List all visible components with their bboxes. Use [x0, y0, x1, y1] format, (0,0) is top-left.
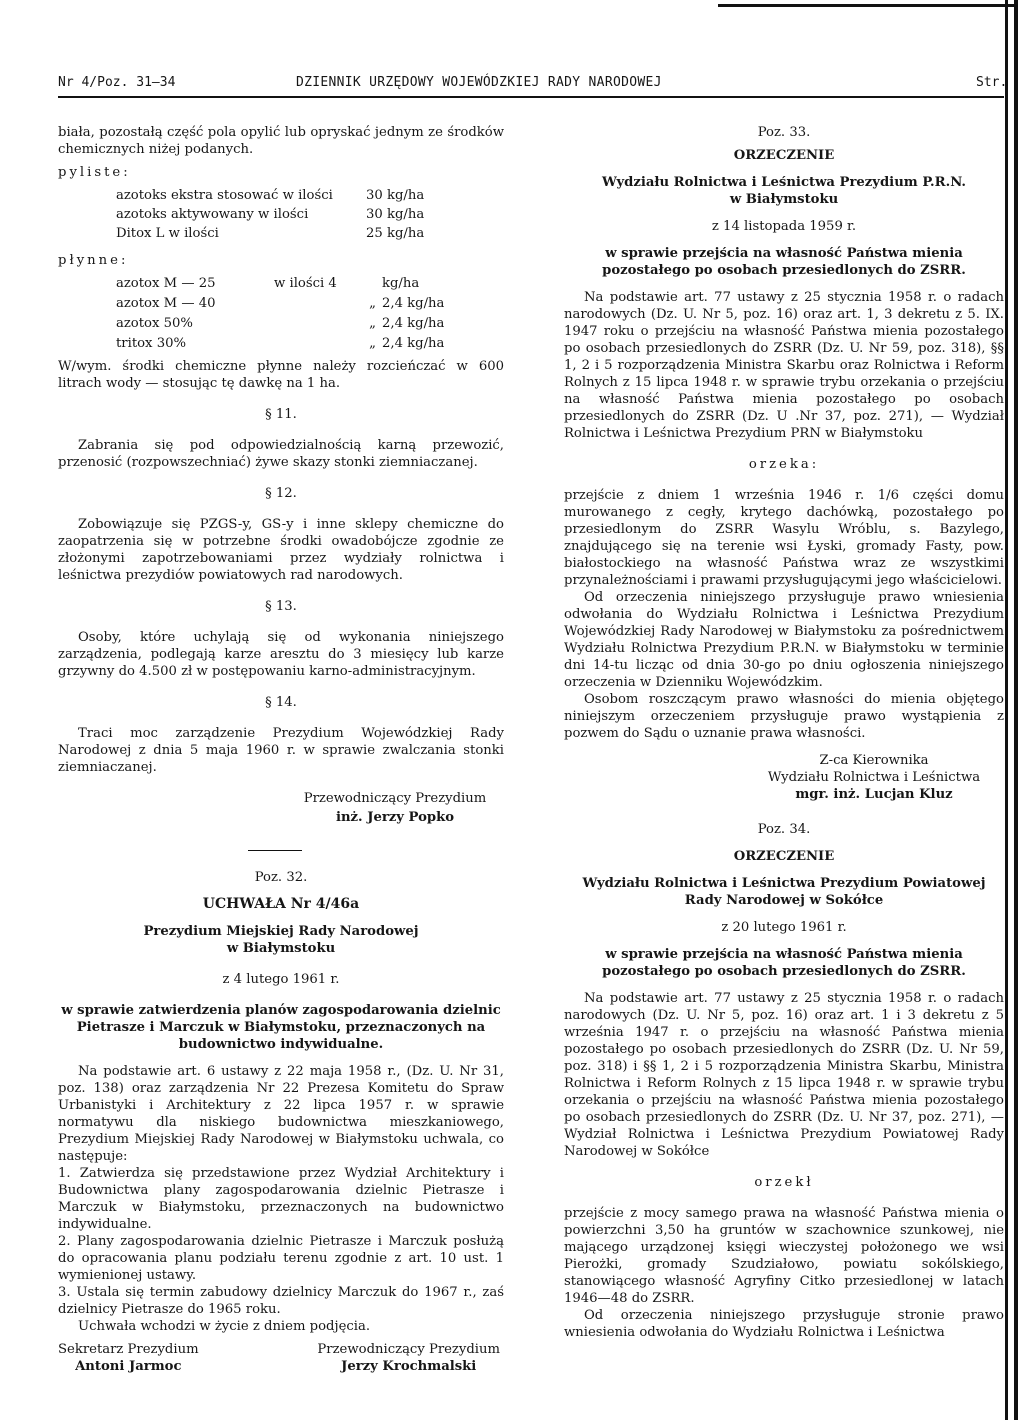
- list-item: azotox 50% „ 2,4 kg/ha: [116, 316, 445, 331]
- signature-33-name: mgr. inż. Lucjan Kluz: [795, 787, 953, 802]
- wwym-paragraph: W/wym. środki chemiczne płynne należy rozcieńczać w 600 litrach wody — stosując tę dawkę na 1 ha.: [58, 359, 504, 391]
- top-edge-rule: [718, 4, 1018, 7]
- section-11-heading: § 11.: [265, 407, 297, 422]
- basis-33: Na podstawie art. 77 ustawy z 25 stycznia 1958 r. o radach narodowych (Dz. U. Nr 5, poz. 16) oraz art. 1, 3 dekretu z 5. IX. 1947 roku o przejściu na własność Państwa mienia pozostałego po osobach przesiedlonych do ZSRR (Dz. U. Nr 59, poz. 318), §§ 1, 2 i 5 rozporządzenia Ministra Skarbu oraz Rolnictwa i Reform Rolnych z 15 lipca 1948 r. w sprawie trybu orzekania o przejściu na własność Państwa mienia pozostałego po osobach przesiedlonych do ZSRR (Dz. U .Nr 37, poz. 271), — Wydział Rolnictwa i Leśnictwa Prezydium PRN w Białymstoku: [564, 290, 1004, 441]
- issue-number: Nr 4/Poz. 31—34: [58, 75, 176, 90]
- subject-33: w sprawie przejścia na własność Państwa mienia pozostałego po osobach przesiedlonych do ZSRR.: [602, 246, 966, 278]
- resolution-item-3: 3. Ustala się termin zabudowy dzielnicy Marczuk do 1967 r., zaś dzielnicy Pietrasze do 1965 roku.: [58, 1285, 504, 1317]
- section-14-text: Traci moc zarządzenie Prezydium Wojewódzkiej Rady Narodowej z dnia 5 maja 1960 r. w sprawie zwalczania stonki ziemniaczanej.: [58, 726, 504, 775]
- resolution-basis: Na podstawie art. 6 ustawy z 22 maja 1958 r., (Dz. U. Nr 31, poz. 138) oraz zarządzenia Nr 22 Prezesa Komitetu do Spraw Urbanistyki i Architektury z 22 lipca 1957 r. w sprawie normatywu dla niskiego budownictwa mieszkaniowego, Prezydium Miejskiej Rady Narodowej w Białymstoku uchwala, co następuje:: [58, 1064, 504, 1164]
- section-11-text: Zabrania się pod odpowiedzialnością karną przewozić, przenosić (rozpowszechniać) żywe skazy stonki ziemniaczanej.: [58, 438, 504, 470]
- body-34-b: Od orzeczenia niniejszego przysługuje stronie prawo wniesienia odwołania do Wydziału Rolnictwa i Leśnictwa: [564, 1308, 1004, 1340]
- signature-name: inż. Jerzy Popko: [335, 810, 455, 825]
- journal-title: DZIENNIK URZĘDOWY WOJEWÓDZKIEJ RADY NARODOWEJ: [296, 75, 662, 90]
- issuer-line-2: w Białymstoku: [226, 941, 336, 956]
- body-33-a: przejście z dniem 1 września 1946 r. 1/6 części domu murowanego z cegły, krytego dachówką, pozostałego po przesiedlonym do ZSRR Wasylu Wróblu, s. Bazylego, znajdującego się na terenie wsi Łyski, gromady Fasty, pow. białostockiego na własność Państwa wraz ze wszystkimi przynależnościami i prawami przysługującymi jego właścicielowi.: [564, 488, 1004, 588]
- section-14-heading: § 14.: [265, 695, 297, 710]
- signature-block-32: [58, 1341, 504, 1375]
- resolution-subject: w sprawie zatwierdzenia planów zagospodarowania dzielnic Pietrasze i Marczuk w Białymstoku, przeznaczonych na budownictwo indywidualne.: [61, 1003, 501, 1052]
- right-edge-rule: [1005, 0, 1008, 1420]
- basis-34: Na podstawie art. 77 ustawy z 25 stycznia 1958 r. o radach narodowych (Dz. U. Nr 5, poz. 16) oraz art. 1 i 3 dekretu z 5 września 1947 r. o przejściu na własność Państwa mienia pozostałego po osobach przesiedlonych do ZSRR (Dz. U. Nr 59, poz. 318) i §§ 1, 2 i 5 rozporządzenia Ministra Skarbu, Ministra Rolnictwa i Reform Rolnych z 15 lipca 1948 r. w sprawie trybu orzekania o przejściu na własność Państwa mienia pozostałego po osobach przesiedlonych do ZSRR (Dz. U. Nr 37, poz. 271), — Wydział Rolnictwa i Leśnictwa Prezydium Powiatowej Rady Narodowej w Sokółce: [564, 991, 1004, 1159]
- plynne-list: [58, 275, 504, 352]
- poz-34-heading: Poz. 34.: [757, 822, 811, 837]
- poz-33-heading: Poz. 33.: [757, 125, 811, 140]
- orzeczenie-33-title: ORZECZENIE: [733, 148, 835, 163]
- issuer-34-line-1: Wydziału Rolnictwa i Leśnictwa Prezydium Powiatowej: [582, 876, 986, 891]
- page-label: Str.: [976, 75, 1008, 90]
- list-item: azotox M — 40 „ 2,4 kg/ha: [116, 296, 445, 311]
- list-item: Ditox L w ilości 25 kg/ha: [116, 226, 425, 241]
- list-item: azotoks aktywowany w ilości 30 kg/ha: [116, 207, 425, 222]
- header-rule: [58, 96, 1004, 98]
- section-13-text: Osoby, które uchylają się od wykonania niniejszego zarządzenia, podlegają karze aresztu do 3 miesięcy lub karze grzywny do 4.500 zł w postępowaniu karno-administracyjnym.: [58, 630, 504, 679]
- page-header: [58, 74, 1008, 94]
- right-column: [564, 124, 1004, 1404]
- orzeka-34: orzekł: [754, 1175, 814, 1190]
- right-edge-rule-outer: [1014, 0, 1018, 1420]
- chair-name: Jerzy Krochmalski: [341, 1359, 477, 1374]
- poz-32-heading: Poz. 32.: [254, 870, 308, 885]
- secretary-title: Sekretarz Prezydium: [58, 1342, 199, 1357]
- chair-signature: [317, 1341, 504, 1375]
- list-item: azotoks ekstra stosować w ilości 30 kg/ha: [116, 188, 425, 203]
- body-33-c: Osobom roszczącym prawo własności do mienia objętego niniejszym orzeczeniem przysługuje prawo wystąpienia z pozwem do Sądu o uznanie prawa własności.: [564, 692, 1004, 741]
- orzeczenie-34-title: ORZECZENIE: [733, 849, 835, 864]
- signature-block-31: [58, 790, 504, 826]
- resolution-item-1: 1. Zatwierdza się przedstawione przez Wydział Architektury i Budownictwa plany zagospodarowania dzielnic Pietrasze i Marczuk w Białymstoku, przeznaczonych na budownictwo indywidualne.: [58, 1166, 504, 1232]
- signature-33-title: Z-ca Kierownika: [819, 753, 929, 768]
- body-34-a: przejście z mocy samego prawa na własność Państwa mienia o powierzchni 3,50 ha gruntów w szachownice szunkowej, nie mającego urządzonej księgi wieczystej położonego we wsi Pierożki, gromady Szudziałowo, powiatu sokólskiego, stanowiącego własność Agryfiny Citko przesiedlonej w latach 1946—48 do ZSRR.: [564, 1206, 1004, 1306]
- list-item: tritox 30% „ 2,4 kg/ha: [116, 336, 445, 351]
- intro-paragraph: biała, pozostałą część pola opylić lub opryskać jednym ze środków chemicznych niżej podanych.: [58, 125, 504, 157]
- signature-title: Przewodniczący Prezydium: [303, 791, 487, 806]
- section-12-heading: § 12.: [265, 486, 297, 501]
- section-13-heading: § 13.: [265, 599, 297, 614]
- secretary-name: Antoni Jarmoc: [75, 1359, 182, 1374]
- pyliste-label: pyliste:: [58, 165, 131, 180]
- resolution-entry: Uchwała wchodzi w życie z dniem podjęcia.: [78, 1319, 371, 1334]
- secretary-signature: [58, 1341, 199, 1375]
- signature-block-33: [564, 752, 1004, 803]
- issuer-33-line-2: w Białymstoku: [729, 192, 839, 207]
- resolution-date: z 4 lutego 1961 r.: [222, 972, 340, 987]
- plynne-label: płynne:: [58, 253, 129, 268]
- chair-title: Przewodniczący Prezydium: [317, 1342, 500, 1357]
- signature-33-dept: Wydziału Rolnictwa i Leśnictwa: [767, 770, 981, 785]
- left-column: [58, 124, 504, 1404]
- pyliste-list: [58, 187, 504, 242]
- body-33-b: Od orzeczenia niniejszego przysługuje prawo wniesienia odwołania do Wydziału Rolnictwa i Leśnictwa Prezydium Wojewódzkiej Rady Narodowej w Białymstoku za pośrednictwem Wydziału Rolnictwa Prezydium P.R.N. w Białymstoku w terminie dni 14-tu licząc od dnia 30-go po dniu ogłoszenia niniejszego orzeczenia w Dzienniku Wojewódzkim.: [564, 590, 1004, 690]
- resolution-item-2: 2. Plany zagospodarowania dzielnic Pietrasze i Marczuk posłużą do opracowania planu podziału terenu zgodnie z art. 10 ust. 1 wymienionej ustawy.: [58, 1234, 504, 1283]
- date-34: z 20 lutego 1961 r.: [721, 920, 847, 935]
- orzeka-33: orzeka:: [748, 457, 820, 472]
- issuer-line-1: Prezydium Miejskiej Rady Narodowej: [143, 924, 419, 939]
- section-12-text: Zobowiązuje się PZGS-y, GS-y i inne sklepy chemiczne do zaopatrzenia się w potrzebne środki owadobójcze zgodnie ze złożonymi zapotrzebowaniami przez wydziały rolnictwa i leśnictwa prezydiów powiatowych rad narodowych.: [58, 517, 504, 583]
- subject-34: w sprawie przejścia na własność Państwa mienia pozostałego po osobach przesiedlonych do ZSRR.: [602, 947, 966, 979]
- list-item: azotox M — 25 w ilości 4 kg/ha: [116, 276, 420, 291]
- issuer-34-line-2: Rady Narodowej w Sokółce: [684, 893, 884, 908]
- date-33: z 14 listopada 1959 r.: [711, 219, 857, 234]
- uchwala-title: UCHWAŁA Nr 4/46a: [202, 896, 360, 912]
- issuer-33-line-1: Wydziału Rolnictwa i Leśnictwa Prezydium P.R.N.: [601, 175, 966, 190]
